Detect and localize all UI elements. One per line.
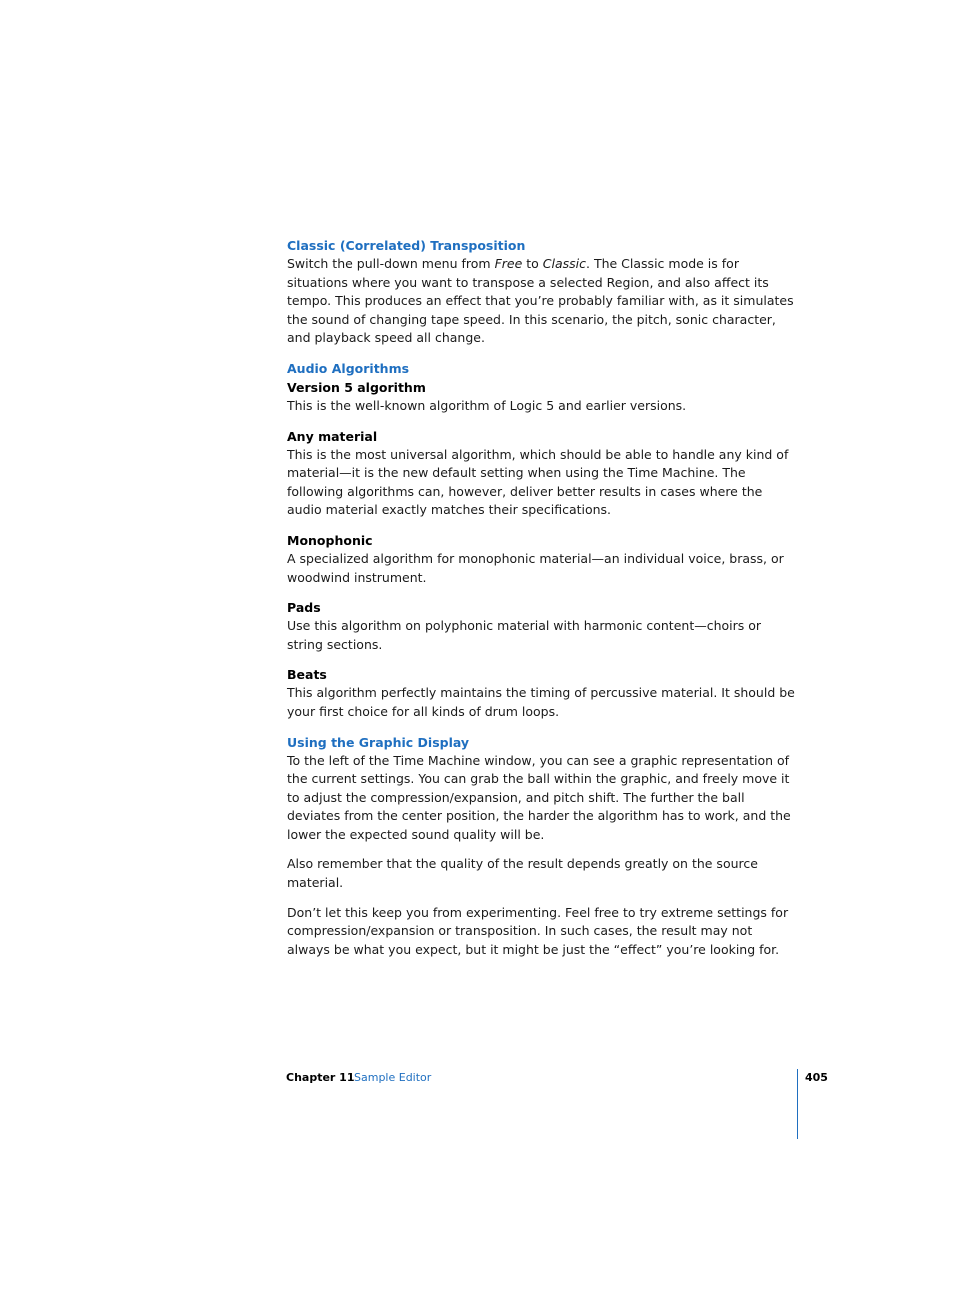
spacer — [287, 722, 799, 733]
paragraph-classic-transposition — [287, 255, 799, 348]
paragraph-monophonic: A specialized algorithm for monophonic material—an individual voice, brass, or woodwind instrument. — [287, 550, 784, 585]
subhead-pads: Pads — [287, 600, 321, 616]
page-number: 405 — [805, 1071, 828, 1084]
spacer — [287, 587, 799, 598]
paragraph-graphic-display-3: Don’t let this keep you from experimenting. Feel free to try extreme settings for compression/expansion or transposition. In such cases, the result may not always be what you expect, but it might be just the “effect” you’re looking for. — [287, 904, 789, 957]
paragraph-beats: This algorithm perfectly maintains the timing of percussive material. It should be your first choice for all kinds of drum loops. — [287, 685, 795, 719]
footer-chapter: Chapter 11 — [286, 1071, 355, 1084]
heading-classic-transposition: Classic (Correlated) Transposition — [287, 238, 526, 253]
heading-graphic-display: Using the Graphic Display — [287, 734, 470, 750]
subhead-any-material: Any material — [287, 428, 378, 444]
page-body — [287, 236, 799, 959]
subhead-beats: Beats — [287, 667, 327, 683]
paragraph-any-material: This is the most universal algorithm, which should be able to handle any kind of material—it is the new default setting when using the Time Machine. The following algorithms can, however, deliver better results in cases where the audio material exactly matches their specifications. — [287, 446, 789, 518]
spacer — [287, 893, 799, 904]
subhead-version5: Version 5 algorithm — [287, 379, 426, 395]
spacer — [287, 520, 799, 531]
footer-section-title: Sample Editor — [354, 1071, 432, 1084]
text-span: to — [522, 256, 543, 271]
spacer — [287, 844, 799, 855]
spacer — [287, 348, 799, 359]
text-span: Switch the pull-down menu from — [287, 256, 495, 271]
text-span: . The Classic mode is for situations where you want to transpose a selected Region, and also affect its tempo. This produces an effect that you’re probably familiar with, as it simulates the sound of changing tape speed. In this scenario, the pitch, sonic character, and playback speed all change. — [287, 256, 794, 346]
paragraph-graphic-display-2: Also remember that the quality of the result depends greatly on the source material. — [287, 856, 758, 891]
italic-free: Free — [494, 256, 523, 271]
subhead-monophonic: Monophonic — [287, 532, 373, 548]
paragraph-pads: Use this algorithm on polyphonic material with harmonic content—choirs or string sections. — [287, 618, 762, 652]
footer-divider — [797, 1069, 798, 1139]
paragraph-graphic-display-1: To the left of the Time Machine window, you can see a graphic representation of the current settings. You can grab the ball within the graphic, and freely move it to adjust the compression/expansion, and pitch shift. The further the ball deviates from the center position, the harder the algorithm has to work, and the lower the expected sound quality will be. — [287, 752, 791, 842]
heading-audio-algorithms: Audio Algorithms — [287, 360, 410, 376]
spacer — [287, 416, 799, 427]
spacer — [287, 654, 799, 665]
paragraph-version5: This is the well-known algorithm of Logic 5 and earlier versions. — [287, 397, 687, 413]
italic-classic: Classic — [542, 256, 587, 271]
